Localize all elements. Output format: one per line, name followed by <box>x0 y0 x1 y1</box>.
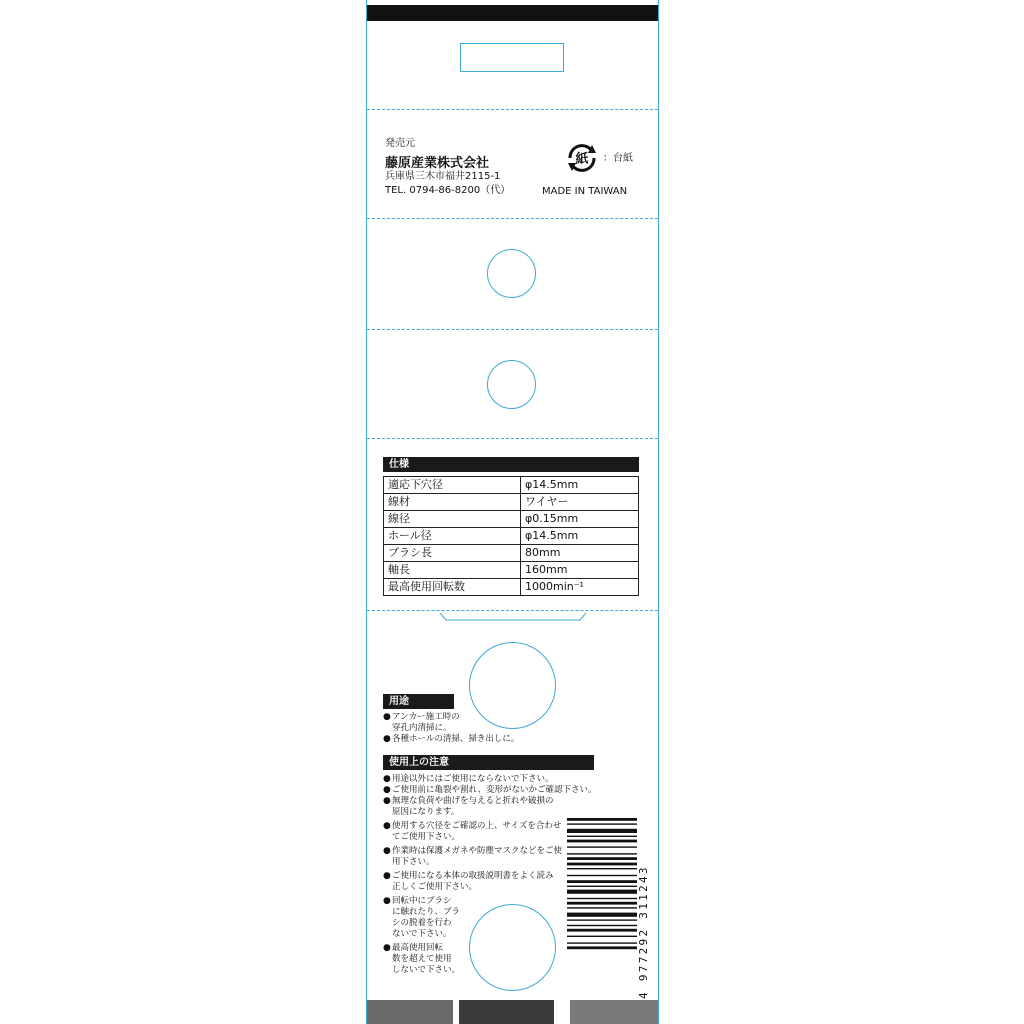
spec-key: 軸長 <box>384 562 521 579</box>
caution-item: しないで下さい。 <box>392 965 461 975</box>
fold-tab <box>440 612 586 624</box>
usage-item: 穿孔内清掃に。 <box>392 723 452 733</box>
barcode-bar <box>567 902 637 905</box>
spec-value: 80mm <box>521 545 639 562</box>
spec-table <box>383 476 639 596</box>
caution-item: 原因になります。 <box>392 807 460 817</box>
caution-item: ないで下さい。 <box>392 929 452 939</box>
barcode-number: 4 977292 311243 <box>637 865 650 999</box>
barcode-bar <box>567 818 637 821</box>
spec-row <box>384 528 639 545</box>
publisher-tel: TEL. 0794-86-8200（代） <box>385 185 511 196</box>
spec-row <box>384 579 639 596</box>
caution-item: 作業時は保護メガネや防塵マスクなどをご使 <box>392 846 563 856</box>
usage-item: アンカー施工時の <box>392 712 460 722</box>
barcode-bar <box>567 929 637 932</box>
caution-item: 使用する穴径をご確認の上、サイズを合わせ <box>392 821 562 831</box>
caution-title: 使用上の注意 <box>383 755 594 770</box>
caution-item: ご使用になる本体の取扱説明書をよく読み <box>392 871 554 881</box>
caution-item: 最高使用回転 <box>392 943 444 953</box>
spec-row <box>384 562 639 579</box>
spec-key: 適応下穴径 <box>384 477 521 494</box>
spec-title: 仕様 <box>383 457 639 472</box>
origin-label: MADE IN TAIWAN <box>542 186 628 197</box>
caution-item: に触れたり、ブラ <box>392 907 461 917</box>
barcode-bar <box>567 868 637 869</box>
spec-row <box>384 477 639 494</box>
barcode-bar <box>567 946 637 949</box>
barcode-bar <box>567 846 637 847</box>
hang-hole <box>487 360 536 409</box>
barcode-bar <box>567 890 637 894</box>
product-photo <box>459 1000 554 1024</box>
barcode-bar <box>567 936 637 937</box>
caution-item: 回転中にブラシ <box>392 896 452 906</box>
publisher-company: 藤原産業株式会社 <box>385 156 490 171</box>
fold-line <box>367 109 658 110</box>
caution-item: 数を超えて使用 <box>392 954 452 964</box>
spec-value: ワイヤー <box>521 494 639 511</box>
usage-title: 用途 <box>383 694 454 709</box>
caution-item: シの脱着を行わ <box>392 918 452 928</box>
fold-line <box>367 438 658 439</box>
barcode-bar <box>567 919 637 920</box>
barcode <box>567 816 637 996</box>
caution-item: 正しくご使用下さい。 <box>392 882 478 892</box>
paper-recycle-icon <box>565 141 599 175</box>
spec-key: 線径 <box>384 511 521 528</box>
barcode-bar <box>567 836 637 837</box>
recycle-label: ：台紙 <box>603 153 633 164</box>
publisher-address: 兵庫県三木市福井2115-1 <box>385 171 501 182</box>
barcode-bar <box>567 875 637 876</box>
caution-item: 用途以外にはご使用にならないで下さい。 <box>392 774 554 784</box>
spec-row <box>384 494 639 511</box>
spec-key: 最高使用回転数 <box>384 579 521 596</box>
spec-key: ブラシ長 <box>384 545 521 562</box>
publisher-label: 発売元 <box>385 138 415 149</box>
spec-key: 線材 <box>384 494 521 511</box>
barcode-bar <box>567 898 637 899</box>
hang-window <box>460 43 564 72</box>
spec-key: ホール径 <box>384 528 521 545</box>
spec-value: φ0.15mm <box>521 511 639 528</box>
barcode-bar <box>567 857 637 860</box>
usage-item: 各種ホールの清掃、掃き出しに。 <box>392 734 520 744</box>
barcode-bar <box>567 942 637 943</box>
spec-value: φ14.5mm <box>521 528 639 545</box>
top-black-band <box>367 5 658 21</box>
barcode-bar <box>567 880 637 883</box>
barcode-bar <box>567 886 637 887</box>
product-photo <box>570 1000 658 1024</box>
caution-item: ご使用前に亀裂や割れ、変形がないかご確認下さい。 <box>392 785 597 795</box>
barcode-bar <box>567 925 637 926</box>
barcode-bar <box>567 829 637 833</box>
fold-line <box>367 218 658 219</box>
spec-row <box>384 511 639 528</box>
caution-item: てご使用下さい。 <box>392 832 461 842</box>
fold-line <box>367 610 658 611</box>
caution-item: 無理な負荷や曲げを与えると折れや破損の <box>392 796 554 806</box>
barcode-bar <box>567 863 637 866</box>
barcode-bar <box>567 853 637 854</box>
barcode-bar <box>567 823 637 824</box>
barcode-bar <box>567 913 637 917</box>
usage-list: ● アンカー施工時の 穿孔内清掃に。 ● 各種ホールの清掃、掃き出しに。 <box>383 712 520 744</box>
hang-hole <box>487 249 536 298</box>
caution-item: 用下さい。 <box>392 857 435 867</box>
spec-value: 1000min⁻¹ <box>521 579 639 596</box>
package-card <box>366 0 659 1024</box>
spec-row <box>384 545 639 562</box>
spec-value: 160mm <box>521 562 639 579</box>
caution-list: ● 用途以外にはご使用にならないで下さい。 ● ご使用前に亀裂や割れ、変形がないかご確認下さい。 ● 無理な負荷や曲げを与えると折れや破損の 原因になります。 ● 使用する穴径をご確認の上、サイズを合わせ てご使用下さい。 ● 作業時は保護メガネや防塵マスクなどをご使 用下さい。 ● ご使用になる本体の取扱説明書をよく読み 正しくご使用下さい。 ● 回転中にブラシ に触れたり、ブラ シの脱着を行わ ないで下さい。 ● 最高使用回転 数を超えて使用 しないで下さい。 <box>383 774 597 975</box>
spec-value: φ14.5mm <box>521 477 639 494</box>
barcode-bar <box>567 907 637 908</box>
recycle-icon-text: 紙 <box>575 152 589 167</box>
product-photo <box>367 1000 453 1024</box>
barcode-bar <box>567 840 637 843</box>
fold-line <box>367 329 658 330</box>
